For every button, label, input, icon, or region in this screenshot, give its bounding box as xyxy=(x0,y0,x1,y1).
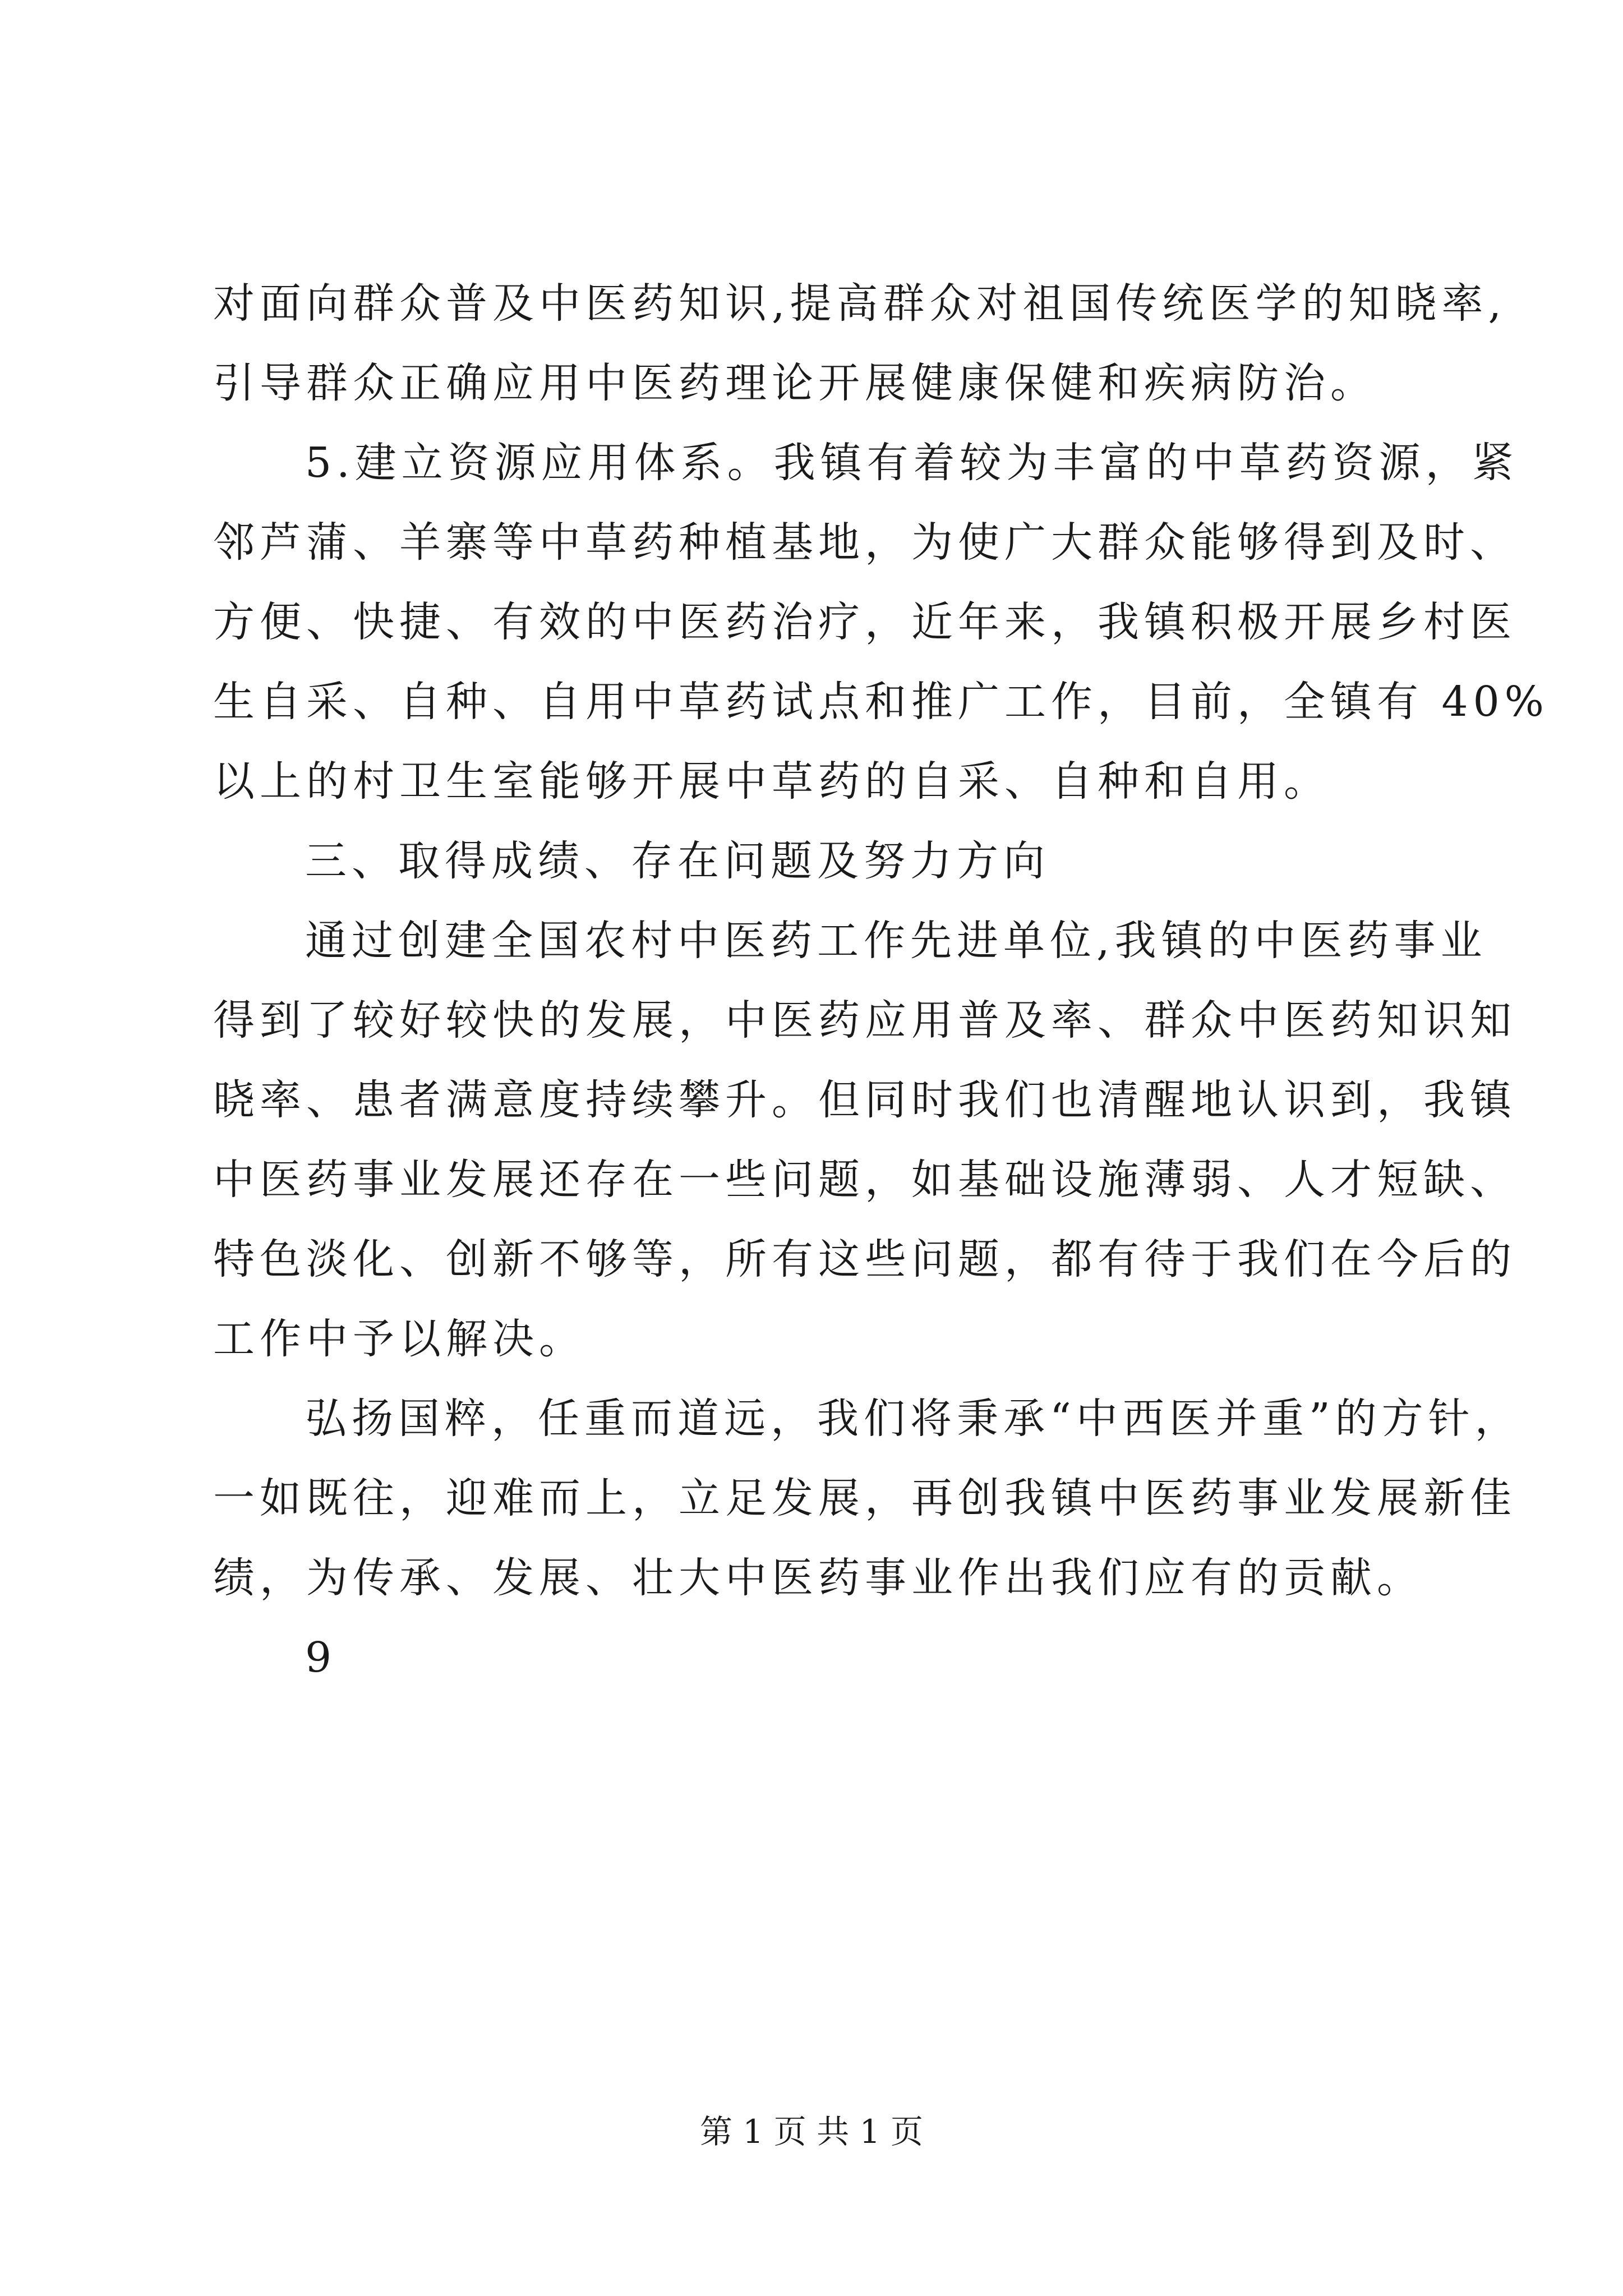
text-line: 得到了较好较快的发展，中医药应用普及率、群众中医药知识知 xyxy=(213,996,1516,1045)
text-line: 引导群众正确应用中医药理论开展健康保健和疾病防治。 xyxy=(213,359,1377,407)
text-line: 晓率、患者满意度持续攀升。但同时我们也清醒地认识到，我镇 xyxy=(213,1076,1516,1124)
page-footer: 第 1 页 共 1 页 xyxy=(700,2113,923,2151)
text-line: 绩，为传承、发展、壮大中医药事业作出我们应有的贡献。 xyxy=(213,1554,1423,1602)
text-line: 对面向群众普及中医药知识,提高群众对祖国传统医学的知晓率, xyxy=(213,279,1507,328)
text-line: 9 xyxy=(305,1634,337,1682)
text-line: 生自采、自种、自用中草药试点和推广工作，目前，全镇有 40% xyxy=(213,678,1549,726)
document-body xyxy=(213,264,1549,1697)
text-line: 中医药事业发展还存在一些问题，如基础设施薄弱、人才短缺、 xyxy=(213,1156,1516,1204)
text-line: 以上的村卫生室能够开展中草药的自采、自种和自用。 xyxy=(213,757,1330,806)
section-heading: 三、取得成绩、存在问题及努力方向 xyxy=(305,837,1050,885)
text-line: 5.建立资源应用体系。我镇有着较为丰富的中草药资源，紧 xyxy=(305,439,1519,487)
text-line: 通过创建全国农村中医药工作先进单位,我镇的中医药事业 xyxy=(305,917,1487,965)
text-line: 特色淡化、创新不够等，所有这些问题，都有待于我们在今后的 xyxy=(213,1235,1516,1283)
text-line: 工作中予以解决。 xyxy=(213,1315,585,1363)
text-line: 方便、快捷、有效的中医药治疗，近年来，我镇积极开展乡村医 xyxy=(213,598,1516,646)
text-line: 一如既往，迎难而上，立足发展，再创我镇中医药事业发展新佳 xyxy=(213,1474,1516,1522)
text-line: 弘扬国粹，任重而道远，我们将秉承“中西医并重”的方针， xyxy=(305,1395,1521,1443)
text-line: 邻芦蒲、羊寨等中草药种植基地，为使广大群众能够得到及时、 xyxy=(213,518,1516,567)
